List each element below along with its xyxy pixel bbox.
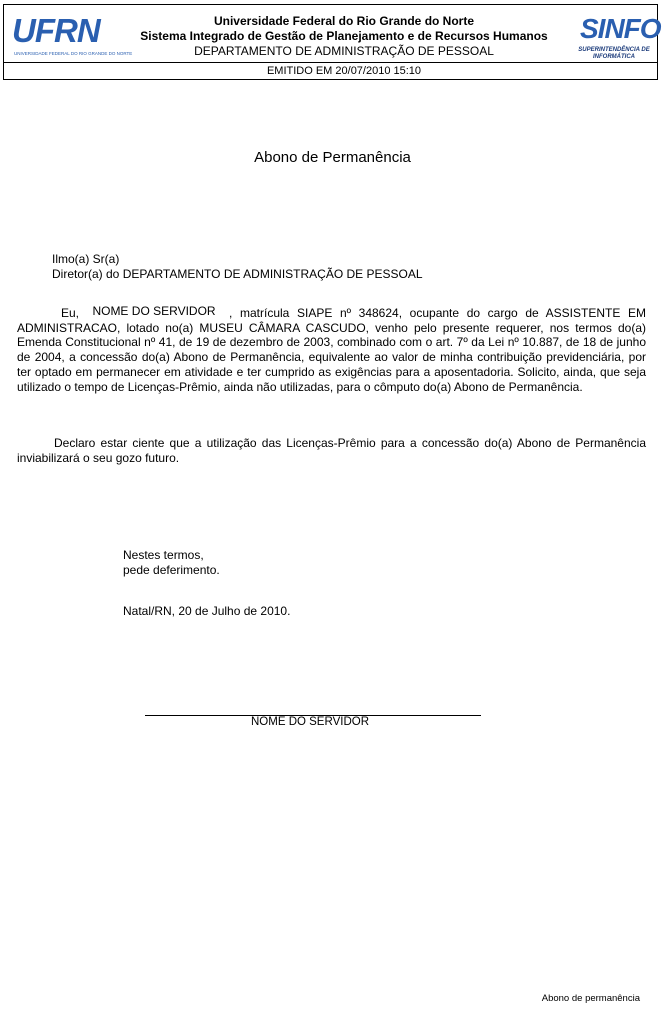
closing-line-1: Nestes termos, <box>123 548 204 562</box>
closing-line-2: pede deferimento. <box>123 562 220 577</box>
addressee <box>52 252 612 281</box>
department-name: DEPARTAMENTO DE ADMINISTRAÇÃO DE PESSOAL <box>194 44 494 58</box>
request-text: , matrícula SIAPE nº 348624, ocupante do cargo de ASSISTENTE EM ADMINISTRACAO, lotado no(a) MUSEU CÂMARA CASCUDO, venho pelo presente requerer, nos termos do(a) Emenda Constitucional nº 41, de 19 de dezembro de 2003, combinado com o art. 7º da Lei nº 10.887, de 18 de junho de 2004, a concessão do(a) Abono de Permanência, equivalente ao valor de minha contribuição previdenciária, por ter optado em permanecer em atividade e ter cumprido as exigências para a aposentadoria. Solicito, ainda, que seja utilizado o tempo de Licenças-Prêmio, ainda não utilizadas, para o cômputo do(a) Abono de Permanência. <box>17 306 646 394</box>
addressee-role: Diretor(a) do DEPARTAMENTO DE ADMINISTRAÇÃO DE PESSOAL <box>52 266 423 281</box>
declaration-paragraph <box>17 436 646 465</box>
footer-label: Abono de permanência <box>541 993 640 1004</box>
emission-date: EMITIDO EM 20/07/2010 15:10 <box>266 65 422 77</box>
ufrn-logo: UFRN UNIVERSIDADE FEDERAL DO RIO GRANDE DO NORTE <box>12 12 133 56</box>
document-header <box>3 4 661 80</box>
sinfo-logo-subtitle: SUPERINTENDÊNCIA DE INFORMÁTICA <box>578 47 650 60</box>
closing <box>123 548 423 577</box>
addressee-salutation: Ilmo(a) Sr(a) <box>52 252 120 266</box>
request-paragraph <box>17 306 646 394</box>
servant-name-field: NOME DO SERVIDOR <box>92 304 216 318</box>
header-divider <box>4 62 657 63</box>
system-name: Sistema Integrado de Gestão de Planejamento e de Recursos Humanos <box>140 29 548 43</box>
university-name: Universidade Federal do Rio Grande do Norte <box>213 14 475 28</box>
request-prefix: Eu, <box>61 306 80 320</box>
place-date: Natal/RN, 20 de Julho de 2010. <box>123 604 291 618</box>
ufrn-logo-subtitle: UNIVERSIDADE FEDERAL DO RIO GRANDE DO NORTE <box>14 51 133 56</box>
document-title: Abono de Permanência <box>254 149 411 166</box>
declaration-text: Declaro estar ciente que a utilização das Licenças-Prêmio para a concessão do(a) Abono de Permanência inviabilizará o seu gozo futuro. <box>17 436 646 465</box>
sinfo-logo: SINFO SUPERINTENDÊNCIA DE INFORMÁTICA <box>576 13 652 63</box>
signature-name: NOME DO SERVIDOR <box>251 716 369 728</box>
